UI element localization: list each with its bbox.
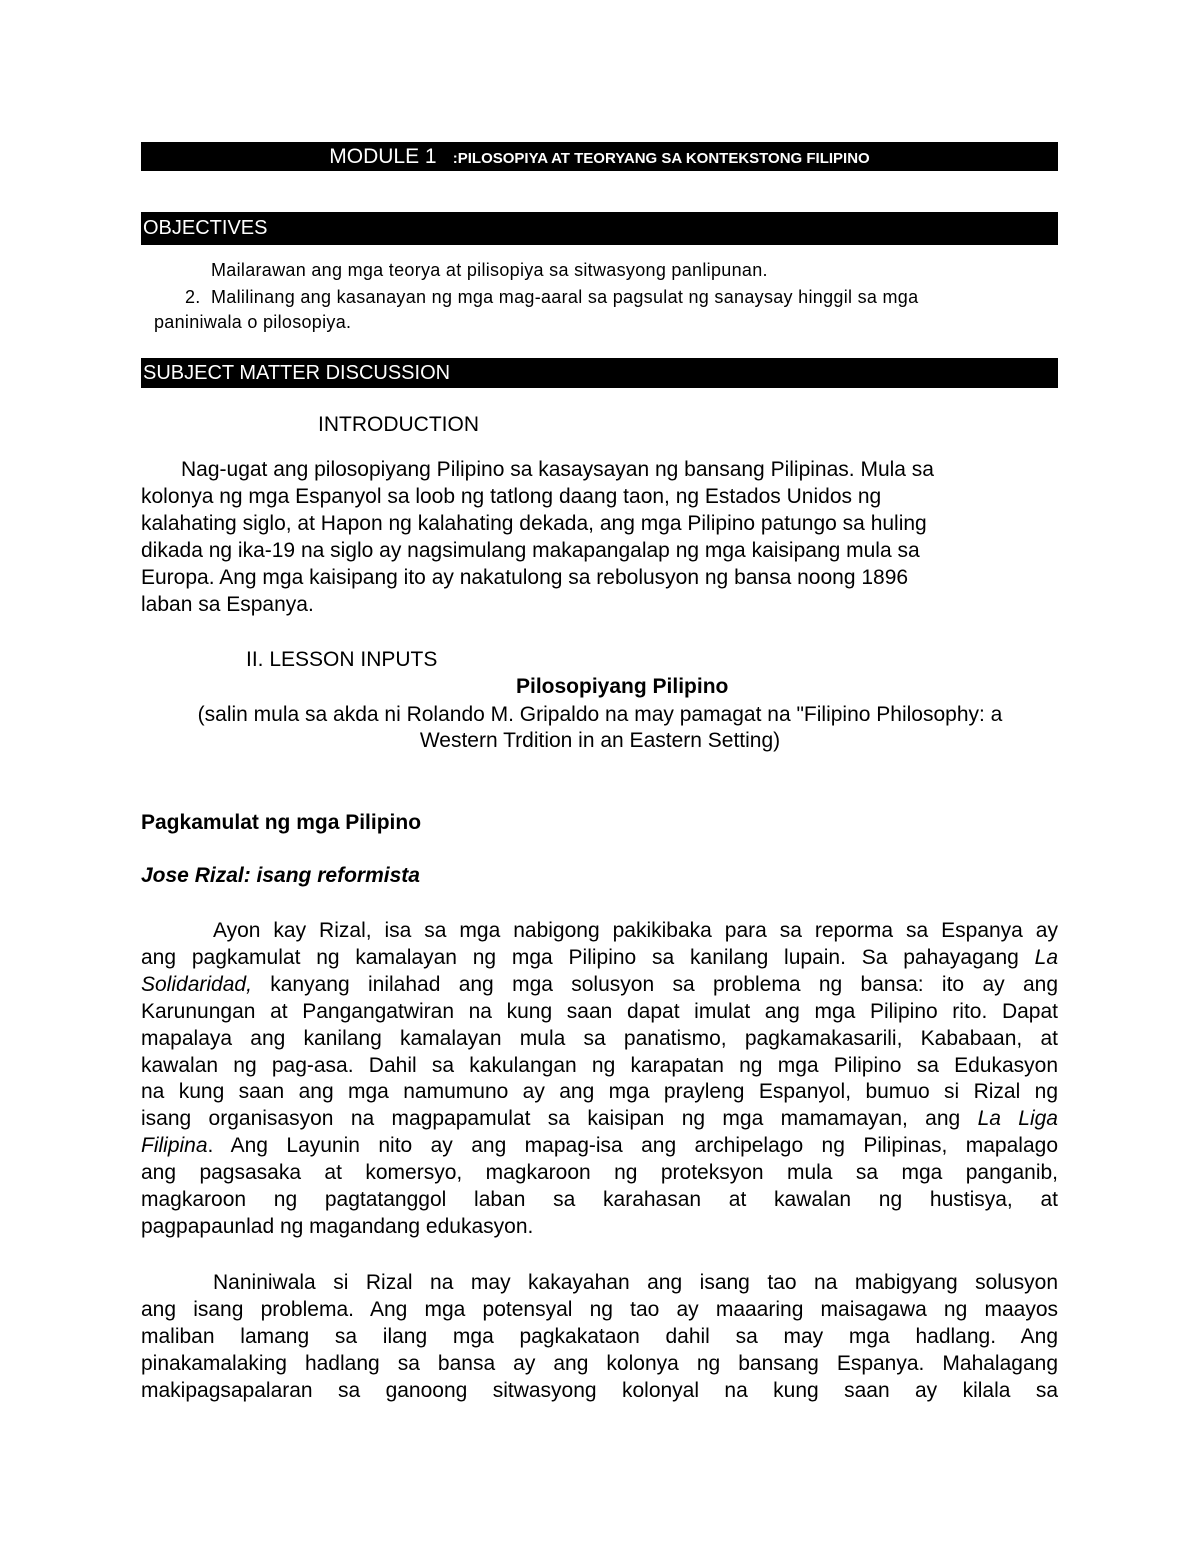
introduction-paragraph xyxy=(141,457,1041,618)
paragraph-line: mapalaya ang kanilang kamalayan mula sa panatismo, pagkamakasarili, Kababaan, at xyxy=(141,1026,1058,1050)
paragraph-line: makipagsapalaran sa ganoong sitwasyong kolonyal na kung saan ay kilala sa xyxy=(141,1378,1058,1402)
paragraph-line: Filipina. Ang Layunin nito ay ang mapag-isa ang archipelago ng Pilipinas, mapalago xyxy=(141,1134,1058,1158)
rizal-paragraph-1 xyxy=(141,918,1058,1241)
paragraph-line: Karunungan at Pangangatwiran na kung saan dapat imulat ang mga Pilipino rito. Dapat xyxy=(141,999,1058,1023)
intro-line: kolonya ng mga Espanyol sa loob ng tatlong daang taon, ng Estados Unidos ng xyxy=(141,484,882,508)
objectives-header: OBJECTIVES xyxy=(141,212,1058,245)
intro-line: laban sa Espanya. xyxy=(141,592,314,616)
objective-item-2-number: 2. xyxy=(185,287,201,307)
section-heading: Pagkamulat ng mga Pilipino xyxy=(141,811,422,834)
objective-item-2-line-2: paniniwala o pilosopiya. xyxy=(154,312,352,332)
objective-item-2-line-1: Malilinang ang kasanayan ng mga mag-aaral sa pagsulat ng sanaysay hinggil sa mga xyxy=(211,287,919,307)
intro-line: Europa. Ang mga kaisipang ito ay nakatulong sa rebolusyon ng bansa noong 1896 xyxy=(141,565,909,589)
intro-line: Nag-ugat ang pilosopiyang Pilipino sa kasaysayan ng bansang Pilipinas. Mula sa xyxy=(181,458,934,481)
intro-line: kalahating siglo, at Hapon ng kalahating dekada, ang mga Pilipino patungo sa huling xyxy=(141,511,927,535)
paragraph-line: ang pagsasaka at komersyo, magkaroon ng proteksyon mula sa mga panganib, xyxy=(141,1161,1058,1185)
lesson-source-line-2: Western Trdition in an Eastern Setting) xyxy=(419,729,781,752)
paragraph-line: kawalan ng pag-asa. Dahil sa kakulangan ng karapatan ng mga Pilipino sa Edukasyon xyxy=(141,1053,1058,1077)
paragraph-line: ang isang problema. Ang mga potensyal ng tao ay maaaring maisagawa ng maayos xyxy=(141,1297,1058,1321)
paragraph-line: magkaroon ng pagtatanggol laban sa karahasan at kawalan ng hustisya, at xyxy=(141,1188,1058,1212)
paragraph-line: pinakamalaking hadlang sa bansa ay ang kolonya ng bansang Espanya. Mahalagang xyxy=(141,1351,1058,1375)
section-subheading: Jose Rizal: isang reformista xyxy=(141,864,420,887)
module-label: MODULE 1 xyxy=(329,145,437,168)
introduction-heading: INTRODUCTION xyxy=(318,413,479,436)
objective-item-1: Mailarawan ang mga teorya at pilisopiya sa sitwasyong panlipunan. xyxy=(211,260,768,280)
lesson-inputs-heading: II. LESSON INPUTS xyxy=(246,648,438,671)
lesson-source-line-1: (salin mula sa akda ni Rolando M. Gripaldo na may pamagat na "Filipino Philosophy: a xyxy=(197,703,1003,726)
paragraph-line: Naniniwala si Rizal na may kakayahan ang isang tao na mabigyang solusyon xyxy=(213,1271,1058,1294)
rizal-paragraph-2 xyxy=(141,1270,1058,1405)
module-title-bar xyxy=(141,142,1058,171)
paragraph-line: Ayon kay Rizal, isa sa mga nabigong pakikibaka para sa reporma sa Espanya ay xyxy=(213,919,1058,942)
intro-line: dikada ng ika-19 na siglo ay nagsimulang makapangalap ng mga kaisipang mula sa xyxy=(141,538,920,562)
paragraph-line: isang organisasyon na magpapamulat sa kaisipan ng mga mamamayan, ang La Liga xyxy=(141,1107,1058,1131)
paragraph-line: ang pagkamulat ng kamalayan ng mga Pilipino sa kanilang lupain. Sa pahayagang La xyxy=(141,945,1059,969)
paragraph-line: Solidaridad, kanyang inilahad ang mga solusyon sa problema ng bansa: ito ay ang xyxy=(141,972,1058,996)
lesson-title: Pilosopiyang Pilipino xyxy=(516,675,729,698)
paragraph-line: pagpapaunlad ng magandang edukasyon. xyxy=(141,1214,534,1238)
paragraph-line: maliban lamang sa ilang mga pagkakataon dahil sa may mga hadlang. Ang xyxy=(141,1324,1058,1348)
subject-matter-header: SUBJECT MATTER DISCUSSION xyxy=(141,358,1058,388)
module-title: :PILOSOPIYA AT TEORYANG SA KONTEKSTONG FILIPINO xyxy=(452,150,870,167)
paragraph-line: na kung saan ang mga namumuno ay ang mga prayleng Espanyol, bumuo si Rizal ng xyxy=(141,1080,1058,1104)
